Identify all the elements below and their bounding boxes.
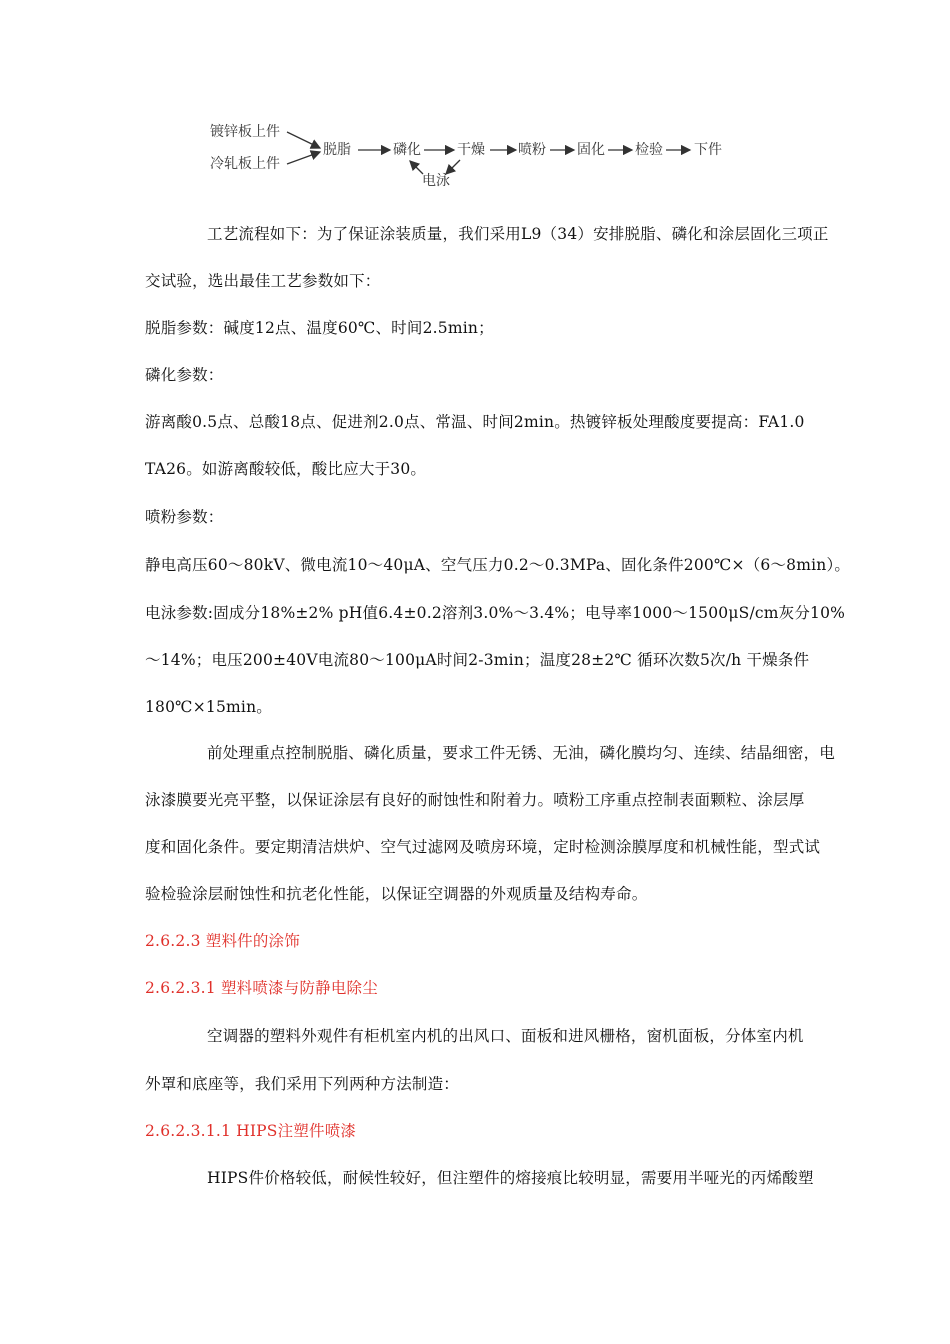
- flow-node-spray: 喷粉: [518, 142, 546, 158]
- flow-node-cure: 固化: [577, 142, 605, 158]
- flow-node-inspect: 检验: [635, 142, 663, 158]
- paragraph-line: 电泳参数:固成分18%±2% pH值6.4±0.2溶剂3.0%～3.4%；电导率1000～1500μS/cm灰分10%: [145, 604, 846, 622]
- paragraph-line: 脱脂参数：碱度12点、温度60℃、时间2.5min；: [145, 319, 494, 337]
- paragraph-line: HIPS件价格较低，耐候性较好，但注塑件的熔接痕比较明显，需要用半哑光的丙烯酸塑: [207, 1169, 814, 1187]
- paragraph-line: 游离酸0.5点、总酸18点、促进剂2.0点、常温、时间2min。热镀锌板处理酸度要提高：FA1.0: [145, 413, 805, 431]
- paragraph-line: 180℃×15min。: [145, 698, 272, 716]
- paragraph-line: 验检验涂层耐蚀性和抗老化性能，以保证空调器的外观质量及结构寿命。: [145, 885, 648, 903]
- flow-node-coldrolled-loading: 冷轧板上件: [210, 156, 280, 172]
- section-heading: 2.6.2.3 塑料件的涂饰: [145, 932, 300, 950]
- paragraph-line: 空调器的塑料外观件有柜机室内机的出风口、面板和进风栅格，窗机面板，分体室内机: [207, 1027, 804, 1045]
- paragraph-line: 泳漆膜要光亮平整，以保证涂层有良好的耐蚀性和附着力。喷粉工序重点控制表面颗粒、涂层厚: [145, 791, 805, 809]
- flow-node-degrease: 脱脂: [323, 142, 351, 158]
- paragraph-line: 工艺流程如下：为了保证涂装质量，我们采用L9（34）安排脱脂、磷化和涂层固化三项正: [207, 225, 829, 243]
- paragraph-line: 度和固化条件。要定期清洁烘炉、空气过滤网及喷房环境，定时检测涂膜厚度和机械性能，型式试: [145, 838, 821, 856]
- flow-node-phosphate: 磷化: [393, 142, 421, 158]
- flow-node-electrophoresis: 电泳: [422, 173, 450, 189]
- section-heading: 2.6.2.3.1.1 HIPS注塑件喷漆: [145, 1122, 357, 1140]
- paragraph-line: 交试验，选出最佳工艺参数如下：: [145, 272, 381, 290]
- paragraph-line: ～14%；电压200±40V电流80～100μA时间2-3min；温度28±2℃ 循环次数5次/h 干燥条件: [145, 651, 810, 669]
- paragraph-line: 静电高压60～80kV、微电流10～40μA、空气压力0.2～0.3MPa、固化条件200℃×（6～8min）。: [145, 556, 851, 574]
- paragraph-line: TA26。如游离酸较低，酸比应大于30。: [145, 460, 427, 478]
- flow-node-unload: 下件: [694, 142, 722, 158]
- paragraph-line: 外罩和底座等，我们采用下列两种方法制造：: [145, 1075, 460, 1093]
- flow-node-galvanized-loading: 镀锌板上件: [210, 124, 280, 140]
- paragraph-line: 喷粉参数：: [145, 508, 224, 526]
- section-heading: 2.6.2.3.1 塑料喷漆与防静电除尘: [145, 979, 378, 997]
- paragraph-line: 前处理重点控制脱脂、磷化质量，要求工件无锈、无油，磷化膜均匀、连续、结晶细密，电: [207, 744, 836, 762]
- paragraph-line: 磷化参数：: [145, 366, 224, 384]
- process-flow-diagram: [210, 118, 730, 193]
- flow-node-dry: 干燥: [457, 142, 485, 158]
